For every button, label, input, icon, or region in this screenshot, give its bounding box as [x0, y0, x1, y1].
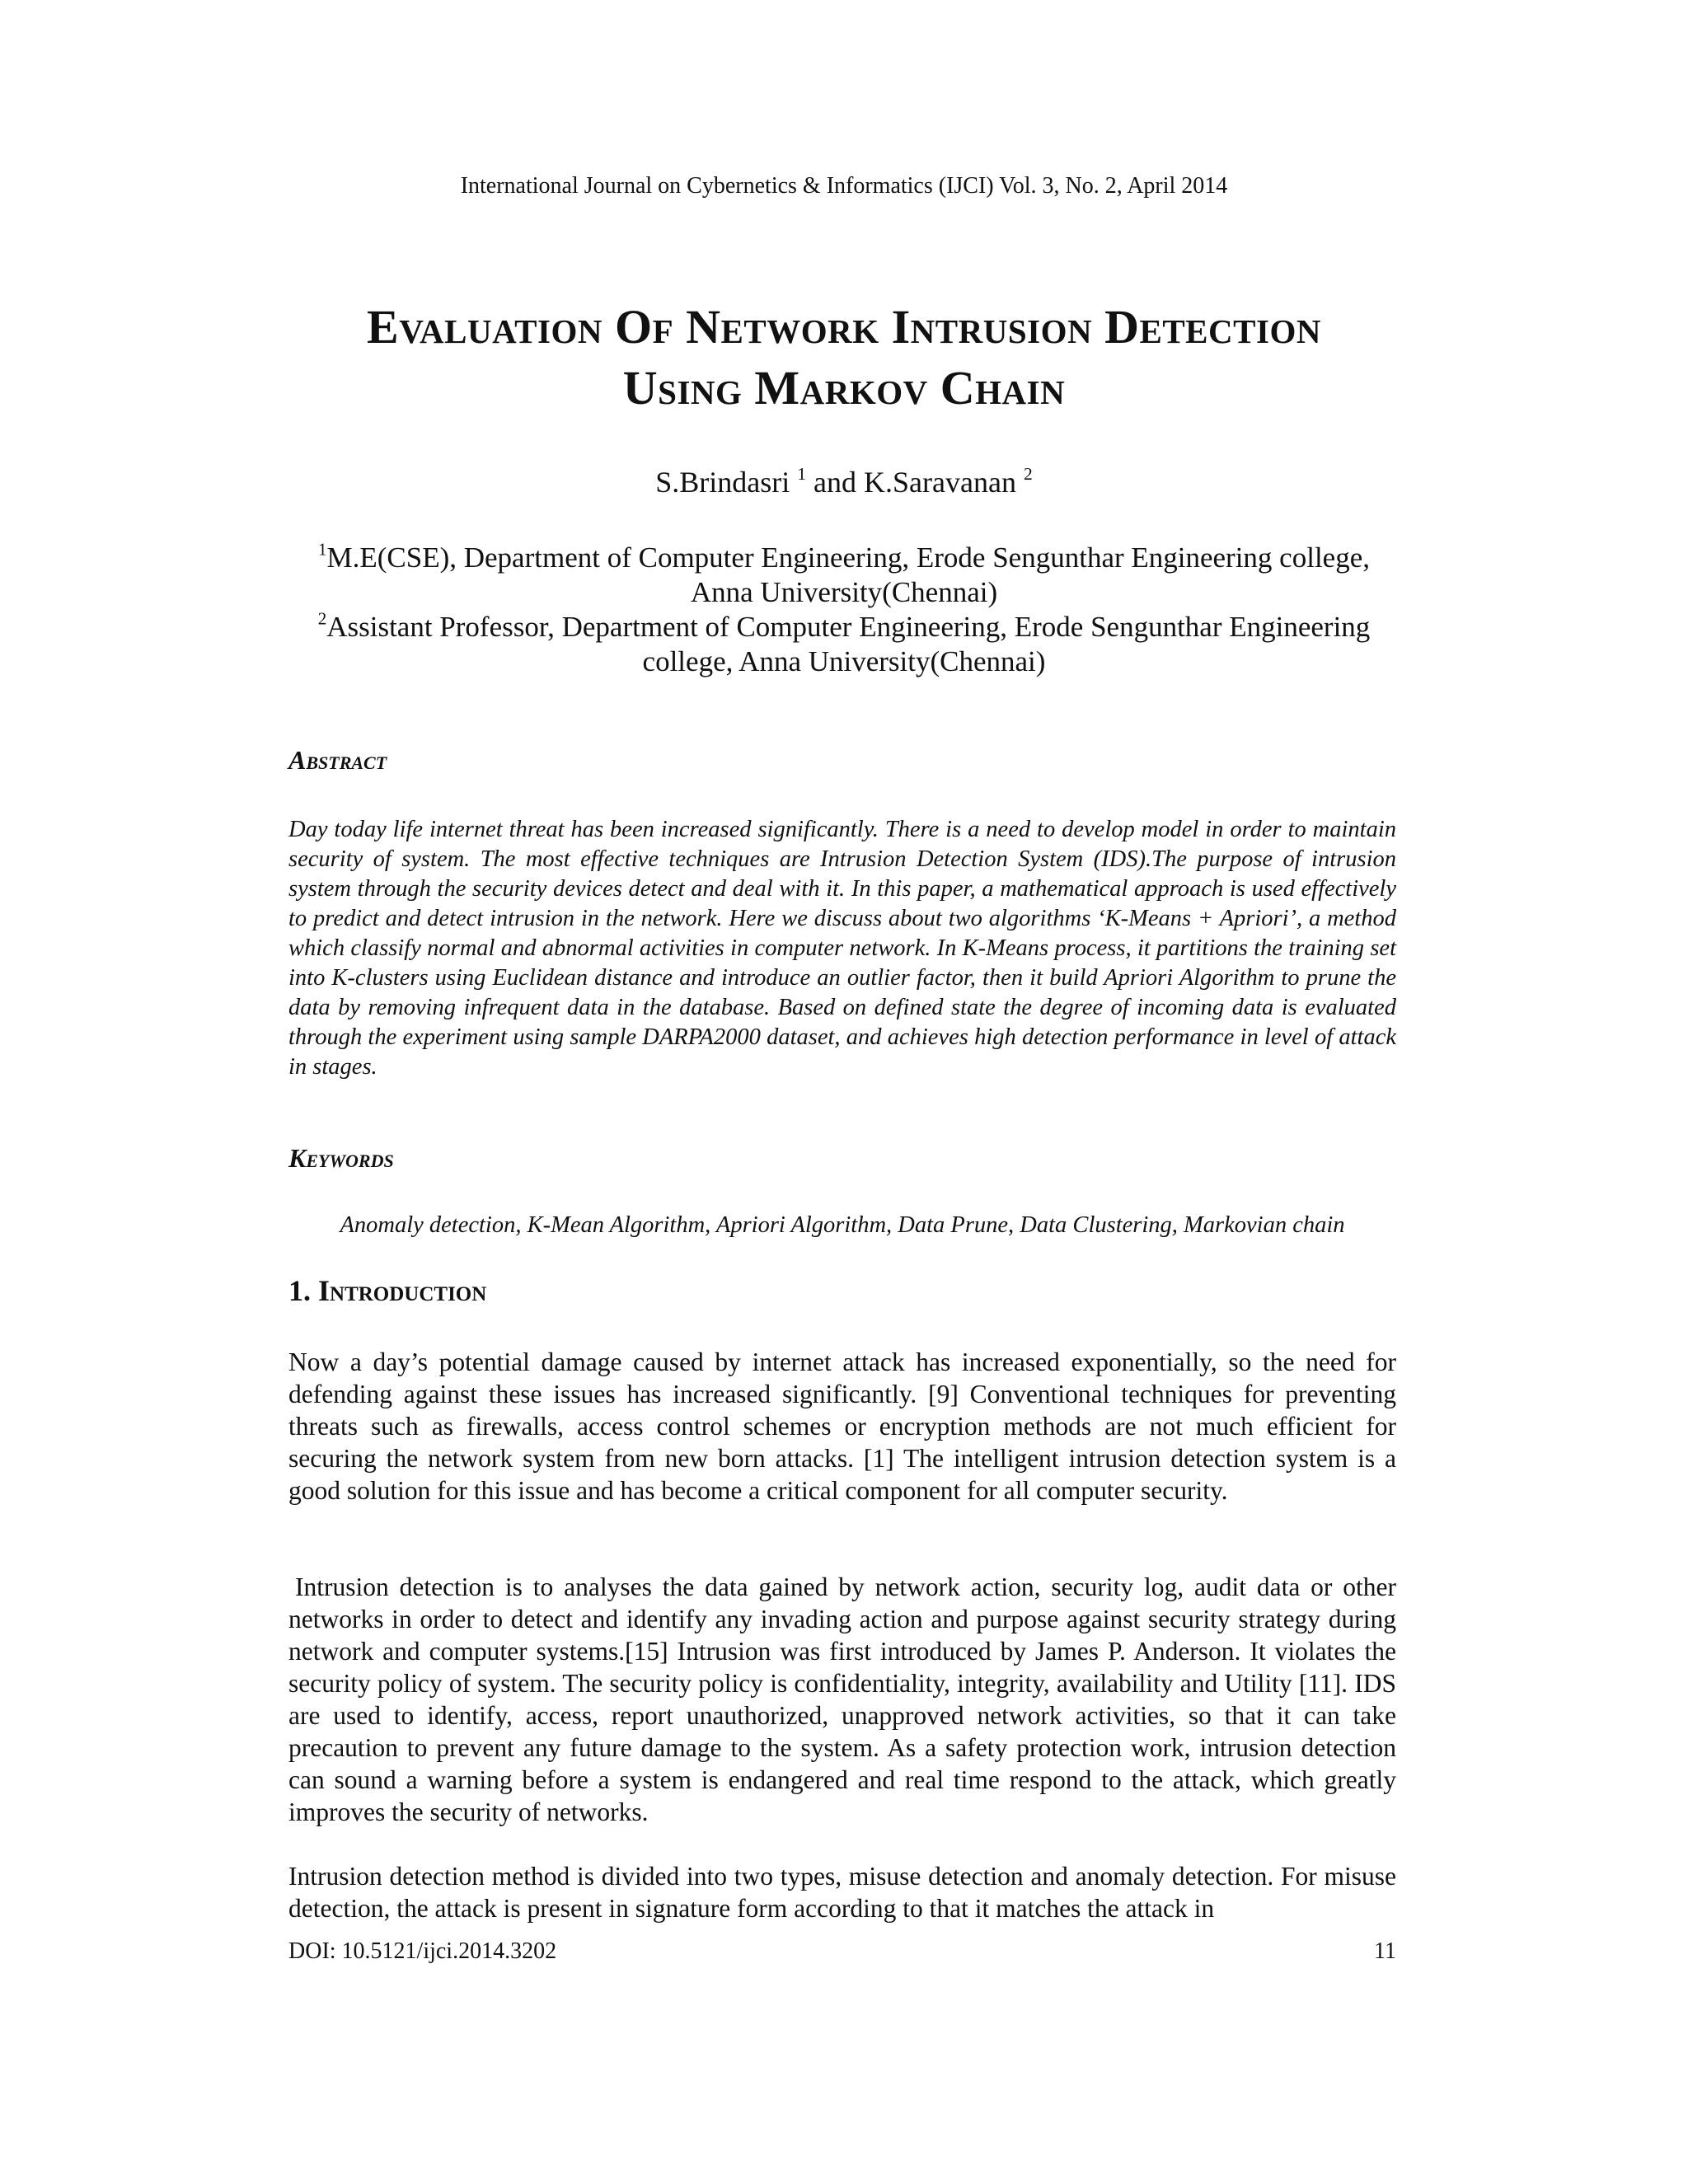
introduction-paragraph-1: Now a day’s potential damage caused by internet attack has increased exponentially, so the need for defending against these issues has increased significantly. [9] Conventional techniques for preventing threats such as firewalls, access control schemes or encryption methods are not much efficient for securing the network system from new born attacks. [1] The intelligent intrusion detection system is a good solution for this issue and has become a critical component for all computer security. [288, 1347, 1396, 1505]
running-header: International Journal on Cybernetics & Informatics (IJCI) Vol. 3, No. 2, April 2014 [460, 173, 1228, 199]
paper-title [247, 297, 1441, 419]
doi-footer: DOI: 10.5121/ijci.2014.3202 [288, 1938, 557, 1964]
affiliation-2-text: Assistant Professor, Department of Computer Engineering, Erode Sengunthar Engineering college, Anna University(Chennai) [326, 611, 1371, 677]
affiliation-2-superscript: 2 [317, 608, 327, 629]
affiliation-1-text: M.E(CSE), Department of Computer Engineering, Erode Sengunthar Engineering college, Anna University(Chennai) [326, 541, 1370, 608]
abstract-heading: Abstract [288, 745, 387, 775]
keywords-text: Anomaly detection, K-Mean Algorithm, Apriori Algorithm, Data Prune, Data Clustering, Markovian chain [340, 1212, 1345, 1238]
page-number: 11 [1374, 1938, 1396, 1964]
introduction-heading: 1. Introduction [288, 1274, 487, 1307]
author-connector: and K.Saravanan [806, 466, 1024, 499]
author-list [0, 463, 1688, 501]
keywords-heading: Keywords [288, 1143, 394, 1173]
title-line-2: Using Markov Chain [622, 361, 1066, 415]
introduction-paragraph-3: Intrusion detection method is divided into two types, misuse detection and anomaly detection. For misuse detection, the attack is present in signature form according to that it matches the attack in [288, 1862, 1396, 1923]
author-1-name: S.Brindasri [655, 466, 798, 499]
affiliation-2 [288, 610, 1400, 679]
author-1-superscript: 1 [797, 463, 807, 484]
author-2-superscript: 2 [1023, 463, 1033, 484]
introduction-paragraph-2: Intrusion detection is to analyses the data gained by network action, security log, audit data or other networks in order to detect and identify any invading action and purpose against security strategy during network and computer systems.[15] Intrusion was first introduced by James P. Anderson. It violates the security policy of system. The security policy is confidentiality, integrity, availability and Utility [11]. IDS are used to identify, access, report unauthorized, unapproved network activities, so that it can take precaution to prevent any future damage to the system. As a safety protection work, intrusion detection can sound a warning before a system is endangered and real time respond to the attack, which greatly improves the security of networks. [288, 1572, 1396, 1826]
title-line-1: Evaluation Of Network Intrusion Detection [367, 300, 1321, 354]
abstract-text: Day today life internet threat has been increased significantly. There is a need to develop model in order to maintain security of system. The most effective techniques are Intrusion Detection System (IDS).The purpose of intrusion system through the security devices detect and deal with it. In this paper, a mathematical approach is used effectively to predict and detect intrusion in the network. Here we discuss about two algorithms ‘K-Means + Apriori’, a method which classify normal and abnormal activities in computer network. In K-Means process, it partitions the training set into K-clusters using Euclidean distance and introduce an outlier factor, then it build Apriori Algorithm to prune the data by removing infrequent data in the database. Based on defined state the degree of incoming data is evaluated through the experiment using sample DARPA2000 dataset, and achieves high detection performance in level of attack in stages. [288, 817, 1396, 1080]
affiliation-1-superscript: 1 [318, 539, 327, 560]
affiliation-1 [288, 541, 1400, 610]
affiliation-list [288, 541, 1400, 679]
